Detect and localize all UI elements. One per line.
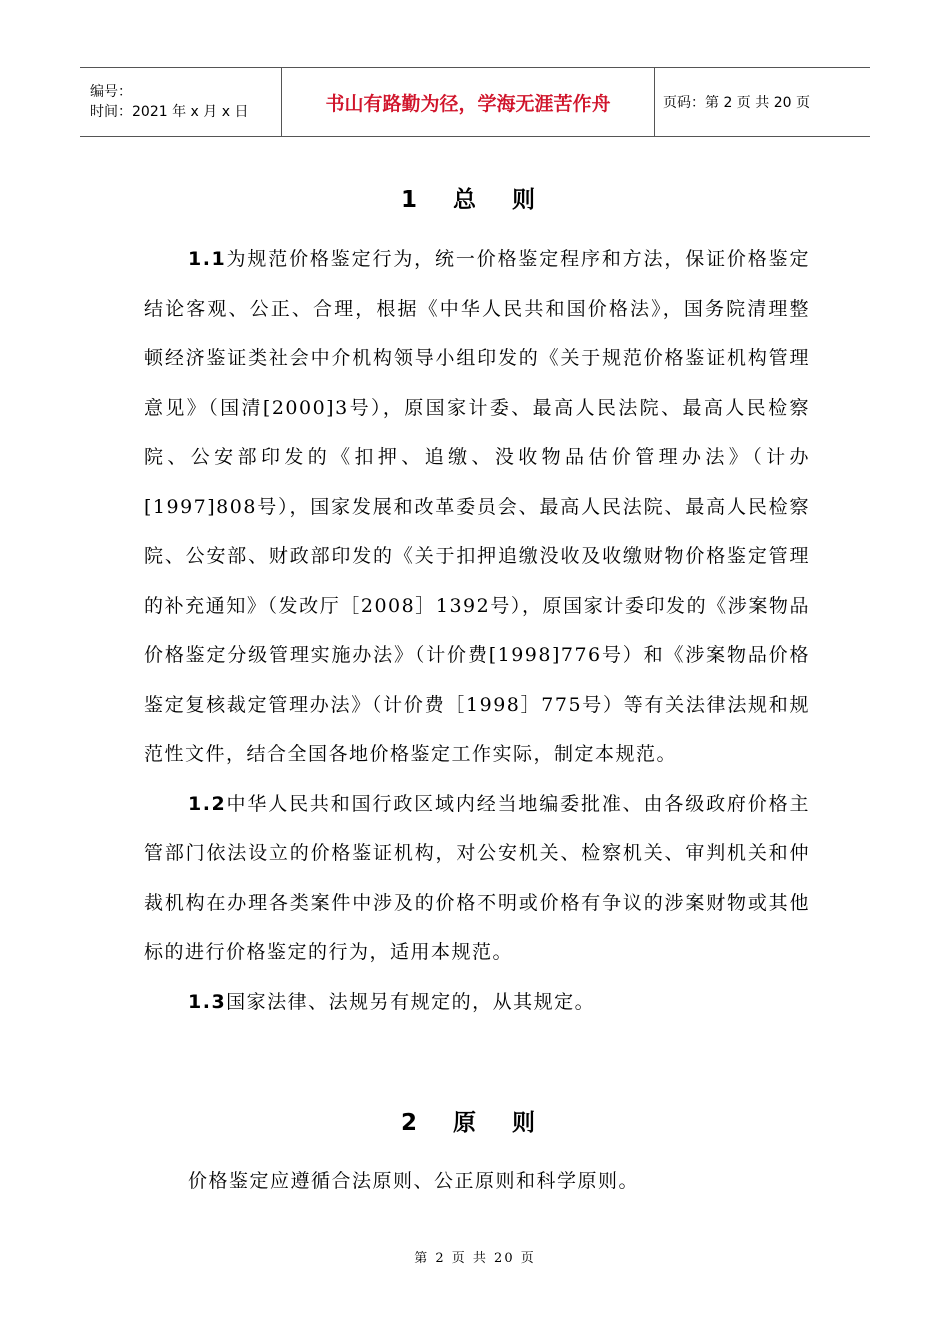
section-2-body (144, 1157, 810, 1207)
section-1-title: 1 总 则 (400, 187, 550, 213)
page-footer (0, 1247, 950, 1266)
clause-number: 1.1 (188, 248, 227, 270)
paragraph-1-3 (144, 978, 810, 1028)
paragraph-1-2 (144, 780, 810, 978)
header-motto (281, 68, 655, 136)
document-time: 时间：2021 年 x 月 x 日 (90, 104, 249, 120)
clause-number: 1.2 (188, 792, 227, 815)
paragraph-1-1 (144, 235, 810, 780)
motto-text: 书山有路勤为径，学海无涯苦作舟 (325, 92, 611, 115)
clause-number: 1.3 (188, 990, 227, 1013)
clause-text: 国家法律、法规另有规定的，从其规定。 (226, 990, 596, 1013)
clause-text: 中华人民共和国行政区域内经当地编委批准、由各级政府价格主管部门依法设立的价格鉴证机构，对公安机关、检察机关、审判机关和仲裁机构在办理各类案件中涉及的价格不明或价格有争议的涉案财物或其他标的进行价格鉴定的行为，适用本规范。 (144, 792, 810, 963)
header-page-info (655, 68, 870, 136)
document-number-label: 编号： (90, 84, 132, 100)
page-info-text: 页码：第 2 页 共 20 页 (663, 95, 810, 111)
page-header (80, 67, 870, 137)
footer-page-number: 第 2 页 共 20 页 (414, 1251, 536, 1266)
section-1-body (144, 235, 810, 1027)
section-2-title: 2 原 则 (400, 1110, 550, 1136)
header-meta (80, 68, 281, 136)
clause-text: 为规范价格鉴定行为，统一价格鉴定程序和方法，保证价格鉴定结论客观、公正、合理，根据《中华人民共和国价格法》，国务院清理整顿经济鉴证类社会中介机构领导小组印发的《关于规范价格鉴证机构管理意见》（国清[2000]3号），原国家计委、最高人民法院、最高人民检察院、公安部印发的《扣押、追缴、没收物品估价管理办法》（计办[1997]808号），国家发展和改革委员会、最高人民法院、最高人民检察院、公安部、财政部印发的《关于扣押追缴没收及收缴财物价格鉴定管理的补充通知》（发改厅［2008］1392号），原国家计委印发的《涉案物品价格鉴定分级管理实施办法》（计价费[1998]776号）和《涉案物品价格鉴定复核裁定管理办法》（计价费［1998］775号）等有关法律法规和规范性文件，结合全国各地价格鉴定工作实际，制定本规范。 (144, 248, 810, 765)
paragraph-2-intro: 价格鉴定应遵循合法原则、公正原则和科学原则。 (188, 1170, 640, 1192)
